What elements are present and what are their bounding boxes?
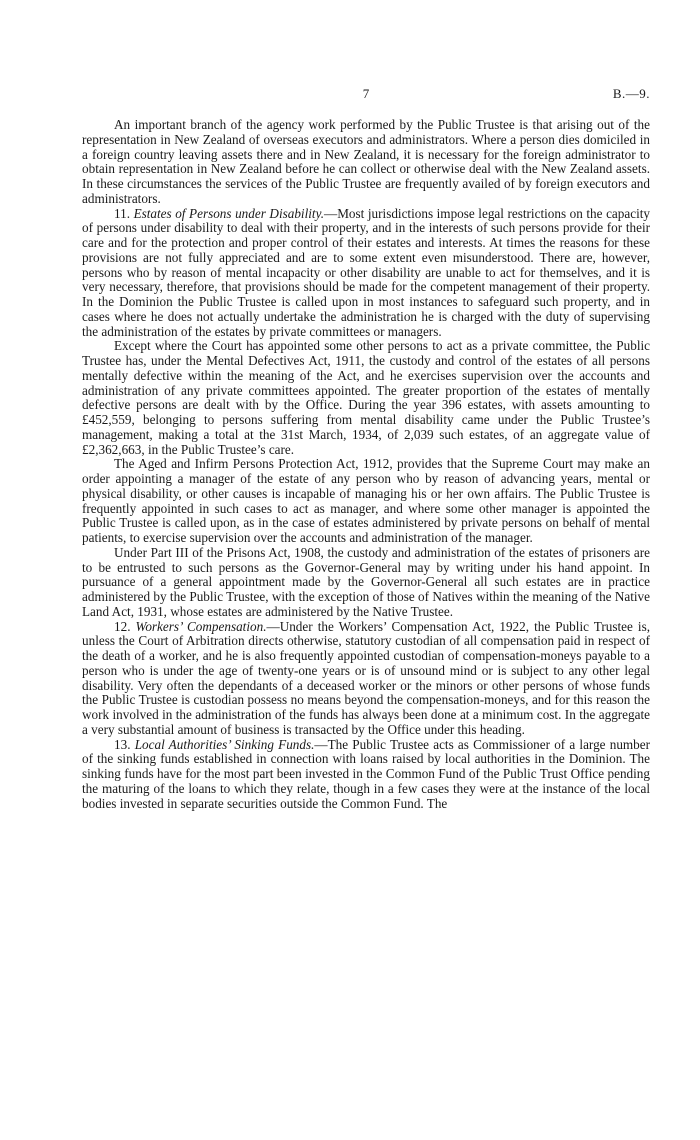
paragraph-text: Except where the Court has appointed some other persons to act as a private committee, the Public Trustee has, under the Mental Defectives Act, 1911, the custody and control of the estates of all persons mentally defective within the meaning of the Act, and he exercises supervision over the accounts and administration of any private committees appointed. The greater proportion of the estates of mentally defective persons are dealt with by the Office. During the year 396 estates, with assets amounting to £452,559, belonging to persons suffering from mental disability came under the Public Trustee’s management, making a total at the 31st March, 1934, of 2,039 such estates, of an aggregate value of £2,362,663, in the Public Trustee’s care.	[82, 338, 650, 457]
paragraph-text: —Most jurisdictions impose legal restrictions on the capacity of persons under disability to deal with their property, and in the interests of such persons provide for their care and for the protection and proper control of their estates and interests. At times the reasons for these provisions are not fully appreciated and are to some extent even misunderstood. There are, however, persons who by reason of mental incapacity or other disability are unable to act for themselves, and it is very necessary, therefore, that provisions should be made for the competent management of their property. In the Dominion the Public Trustee is called upon in most instances to safeguard such property, and in cases where he does not actually undertake the administration he is charged with the duty of supervising the administration of the estates by private committees or managers.	[82, 205, 650, 339]
paragraph-mental-defectives	[82, 339, 650, 457]
section-title: Estates of Persons under Disability.	[133, 205, 325, 221]
page-header	[82, 86, 650, 108]
section-number: 11.	[114, 205, 130, 221]
paragraph-agency-work	[82, 118, 650, 207]
page-number: 7	[362, 86, 370, 101]
paragraph-section-13	[82, 738, 650, 812]
document-reference: B.—9.	[612, 86, 650, 101]
paragraph-aged-infirm	[82, 457, 650, 546]
section-title: Workers’ Compensation.	[135, 618, 267, 634]
section-number: 12.	[114, 618, 131, 634]
paragraph-text: The Aged and Infirm Persons Protection Act, 1912, provides that the Supreme Court may make an order appointing a manager of the estate of any person who by reason of advancing years, mental or physical disability, or other causes is incapable of managing his or her own affairs. The Public Trustee is frequently appointed in such cases to act as manager, and where some other manager is appointed the Public Trustee is called upon, as in the case of estates administered by private persons on behalf of mental patients, to exercise supervision over the accounts and administration of the manager.	[82, 456, 650, 545]
section-number: 13.	[114, 736, 131, 752]
section-title: Local Authorities’ Sinking Funds.	[134, 736, 315, 752]
paragraph-section-12	[82, 620, 650, 738]
paragraph-text: —The Public Trustee acts as Commissioner of a large number of the sinking funds established in connection with loans raised by local authorities in the Dominion. The sinking funds have for the most part been invested in the Common Fund of the Public Trust Office pending the maturing of the loans to which they relate, though in a few cases they were at the instance of the local bodies invested in separate securities outside the Common Fund. The	[82, 736, 651, 811]
paragraph-text: —Under the Workers’ Compensation Act, 1922, the Public Trustee is, unless the Court of Arbitration directs otherwise, statutory custodian of all compensation paid in respect of the death of a worker, and he is also frequently appointed custodian of compensation-moneys payable to a person who is under the age of twenty-one years or is of unsound mind or is subject to any other legal disability. Very often the dependants of a deceased worker or the minors or other persons of whose funds the Public Trustee is custodian possess no means beyond the compensation-moneys, and for this reason the work involved in the administration of the funds has always been done at a minimum cost. In the aggregate a very substantial amount of business is transacted by the Office under this heading.	[82, 618, 651, 737]
paragraph-text: Under Part III of the Prisons Act, 1908, the custody and administration of the estates of prisoners are to be entrusted to such persons as the Governor-General may by writing under his hand appoint. In pursuance of a general appointment made by the Governor-General all such estates are in practice administered by the Public Trustee, with the exception of those of Natives within the meaning of the Native Land Act, 1931, whose estates are administered by the Native Trustee.	[82, 544, 650, 619]
paragraph-section-11	[82, 207, 650, 340]
body-text	[82, 118, 650, 811]
paragraph-prisons-act	[82, 546, 650, 620]
paragraph-text: An important branch of the agency work performed by the Public Trustee is that arising out of the representation in New Zealand of overseas executors and administrators. Where a person dies domiciled in a foreign country leaving assets there and in New Zealand, it is necessary for the foreign administrator to obtain representation in New Zealand before he can collect or otherwise deal with the New Zealand assets. In these circumstances the services of the Public Trustee are frequently availed of by foreign executors and administrators.	[82, 117, 650, 206]
